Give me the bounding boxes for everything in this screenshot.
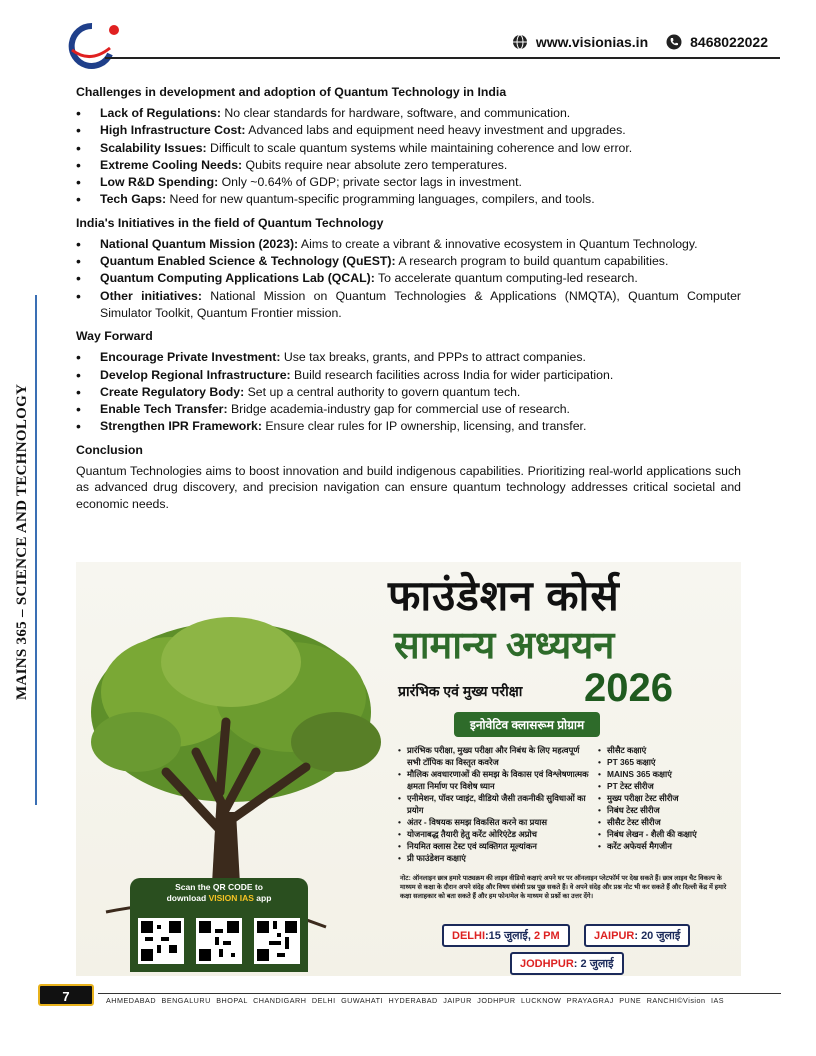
batch-jodhpur: JODHPUR: 2 जुलाई — [510, 952, 624, 975]
foundation-course-advertisement[interactable] — [76, 562, 741, 976]
ad-title-general-studies: सामान्य अध्ययन — [394, 625, 615, 667]
phone-number[interactable]: 8468022022 — [690, 34, 768, 50]
batch-delhi: DELHI:15 जुलाई, 2 PM — [442, 924, 570, 947]
qr-code-icon[interactable] — [138, 918, 184, 964]
qr-code-icon[interactable] — [196, 918, 242, 964]
list-item: • मौलिक अवधारणाओं की समझ के विकास एवं विश्लेषणात्मक क्षमता निर्माण पर विशेष ध्यान — [398, 768, 594, 792]
list-item: • निबंध लेखन - शैली की कक्षाएं — [598, 828, 738, 840]
footer-divider — [98, 993, 781, 994]
list-item: • प्रारंभिक परीक्षा, मुख्य परीक्षा और निबंध के लिए महत्वपूर्ण सभी टॉपिक का विस्तृत कवरेज — [398, 744, 594, 768]
list-item: • Quantum Enabled Science & Technology (QuEST): A research program to build quantum capabilities. — [76, 253, 741, 270]
list-item: • करेंट अफेयर्स मैगजीन — [598, 840, 738, 852]
ad-features-right — [598, 744, 738, 852]
list-item: • अंतर - विषयक समझ विकसित करने का प्रयास — [398, 816, 594, 828]
ad-features-left — [398, 744, 594, 864]
header-divider — [105, 57, 780, 59]
initiatives-list — [76, 236, 741, 322]
challenges-heading: Challenges in development and adoption of Quantum Technology in India — [76, 85, 507, 99]
ad-year: 2026 — [584, 666, 673, 710]
ad-program-banner: इनोवेटिव क्लासरूम प्रोग्राम — [454, 712, 600, 737]
ad-note: नोट: ऑनलाइन छात्र हमारे पाठ्यक्रम की लाइव वीडियो कक्षाएं अपने घर पर ऑनलाइन प्लेटफॉर्म पर देख सकते हैं। छात्र लाइव चैट विकल्प के माध्यम से कक्षा के दौरान अपने संदेह और विषय संबंधी प्रश्न पूछ सकते हैं। वे अपने संदेह और प्रश्न नोट भी कर सकते हैं और दिल्ली केंद्र में हमारे कक्षा सलाहकार को बता सकते हैं और हम फोन/मेल के माध्यम से प्रश्नों का उत्तर देंगे। — [400, 875, 727, 900]
list-item: • प्री फाउंडेशन कक्षाएं — [398, 852, 594, 864]
conclusion-heading: Conclusion — [76, 442, 143, 457]
copyright: ©Vision IAS — [677, 996, 725, 1005]
ad-title-foundation-course: फाउंडेशन कोर्स — [388, 572, 620, 619]
list-item: • Strengthen IPR Framework: Ensure clear rules for IP ownership, licensing, and transfer. — [76, 418, 741, 435]
list-item: • Develop Regional Infrastructure: Build research facilities across India for wider participation. — [76, 367, 741, 384]
side-accent-line — [35, 295, 37, 805]
batch-jaipur: JAIPUR: 20 जुलाई — [584, 924, 690, 947]
list-item: • Tech Gaps: Need for new quantum-specific programming languages, compilers, and tools. — [76, 191, 741, 208]
footer-cities: AHMEDABAD BENGALURU BHOPAL CHANDIGARH DELHI GUWAHATI HYDERABAD JAIPUR JODHPUR LUCKNOW PRAYAGRAJ PUNE RANCHI©Vision IAS — [106, 996, 725, 1005]
list-item: • Encourage Private Investment: Use tax breaks, grants, and PPPs to attract companies. — [76, 349, 741, 366]
vision-ias-logo — [64, 20, 122, 70]
list-item: • Low R&D Spending: Only ~0.64% of GDP; private sector lags in investment. — [76, 174, 741, 191]
list-item: • Other initiatives: National Mission on Quantum Technologies & Applications (NMQTA), Quantum Computer Simulator Toolkit, Quantum Frontier mission. — [76, 288, 741, 323]
list-item: • Create Regulatory Body: Set up a central authority to govern quantum tech. — [76, 384, 741, 401]
list-item: • Lack of Regulations: No clear standards for hardware, software, and communication. — [76, 105, 741, 122]
qr-code-icon[interactable] — [254, 918, 300, 964]
way-forward-list — [76, 349, 741, 435]
page-number: 7 — [38, 984, 94, 1006]
list-item: • Scalability Issues: Difficult to scale quantum systems while maintaining coherence and low error. — [76, 140, 741, 157]
header-contact — [512, 34, 768, 50]
list-item: • सीसैट कक्षाएं — [598, 744, 738, 756]
way-forward-heading: Way Forward — [76, 329, 153, 344]
qr-download-panel[interactable] — [130, 878, 308, 972]
list-item: • PT टेस्ट सीरीज — [598, 780, 738, 792]
list-item: • एनीमेशन, पॉवर प्वाइंट, वीडियो जैसी तकनीकी सुविधाओं का प्रयोग — [398, 792, 594, 816]
list-item: • Quantum Computing Applications Lab (QCAL): To accelerate quantum computing-led research. — [76, 270, 741, 287]
globe-icon — [512, 34, 528, 50]
ad-subtitle: प्रारंभिक एवं मुख्य परीक्षा — [398, 683, 523, 699]
list-item: • मुख्य परीक्षा टेस्ट सीरीज — [598, 792, 738, 804]
list-item: • निबंध टेस्ट सीरीज — [598, 804, 738, 816]
side-section-label: MAINS 365 – SCIENCE AND TECHNOLOGY — [14, 383, 30, 700]
website-link[interactable]: www.visionias.in — [535, 34, 649, 50]
phone-icon — [666, 34, 682, 50]
qr-caption: Scan the QR CODE to download VISION IAS app — [166, 882, 272, 903]
main-content — [76, 85, 741, 520]
list-item: • Enable Tech Transfer: Bridge academia-industry gap for commercial use of research. — [76, 401, 741, 418]
list-item: • High Infrastructure Cost: Advanced labs and equipment need heavy investment and upgrades. — [76, 122, 741, 139]
page-footer — [36, 984, 781, 1006]
list-item: • नियमित क्लास टेस्ट एवं व्यक्तिगत मूल्यांकन — [398, 840, 594, 852]
list-item: • योजनाबद्ध तैयारी हेतु करेंट ओरिएंटेड अप्रोच — [398, 828, 594, 840]
list-item: • PT 365 कक्षाएं — [598, 756, 738, 768]
conclusion-paragraph: Quantum Technologies aims to boost innovation and build indigenous capabilities. Prioritizing real-world applications such as advanced drug discovery, and precision navigation can ensure quantum technology addresses critical societal and economic needs. — [76, 463, 741, 511]
challenges-list — [76, 105, 741, 209]
initiatives-heading: India's Initiatives in the field of Quantum Technology — [76, 215, 384, 230]
list-item: • सीसैट टेस्ट सीरीज — [598, 816, 738, 828]
list-item: • MAINS 365 कक्षाएं — [598, 768, 738, 780]
list-item: • National Quantum Mission (2023): Aims to create a vibrant & innovative ecosystem in Quantum Technology. — [76, 236, 741, 253]
list-item: • Extreme Cooling Needs: Qubits require near absolute zero temperatures. — [76, 157, 741, 174]
